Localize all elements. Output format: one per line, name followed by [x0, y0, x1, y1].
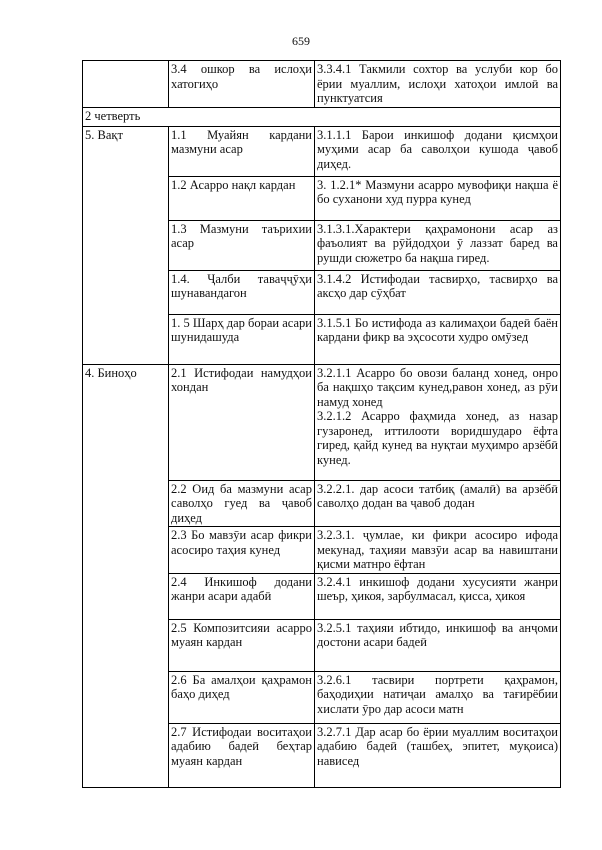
section-label-time: 5. Вақт [83, 126, 169, 364]
outcome-cell: 3.2.2.1. дар асоси татбиқ (амалӣ) ва арзёбӣ саволҳо додан ва ҷавоб додан [315, 480, 561, 527]
outcome-cell: 3.3.4.1 Такмили сохтор ва услуби кор бо ёрии муаллим, ислоҳи хатоҳои имлоӣ ва пунктуатсия [315, 61, 561, 108]
goal-cell: 1.4. Ҷалби таваҷҷӯҳи шунавандагон [169, 270, 315, 314]
table-row [83, 364, 561, 480]
goal-cell: 2.5 Композитсияи асарро муаян кардан [169, 619, 315, 671]
outcome-cell: 3.1.3.1.Характери қаҳрамонони асар аз фаъолият ва рӯйдодҳои ӯ лаззат баред ва рушди сюжетро ба нақша гиред. [315, 220, 561, 270]
page-number: 659 [292, 34, 310, 48]
goal-cell: 1.2 Асарро нақл кардан [169, 176, 315, 220]
goal-cell: 1.1 Муайян кардани мазмуни асар [169, 126, 315, 176]
section-label-building: 4. Биноҳо [83, 364, 169, 787]
outcome-cell: 3.1.4.2 Истифодаи тасвирҳо, тасвирҳо ва аксҳо дар сӯҳбат [315, 270, 561, 314]
outcome-cell: 3.1.5.1 Бо истифода аз калимаҳои бадеӣ баён кардани фикр ва эҳсосоти худро омӯзед [315, 314, 561, 364]
outcome-cell: 3.2.4.1 инкишоф додани хусусияти жанри шеър, ҳикоя, зарбулмасал, қисса, ҳикоя [315, 573, 561, 619]
curriculum-table [82, 60, 561, 788]
goal-cell: 2.2 Оид ба мазмуни асар саволҳо гуед ва ҷавоб диҳед [169, 480, 315, 527]
outcome-cell: 3.2.3.1. ҷумлае, ки фикри асосиро ифода мекунад, таҳияи мавзӯи асар ва навиштани қисми матнро ёфтан [315, 527, 561, 574]
outcome-paragraph: 3.2.1.2 Асарро фаҳмида хонед, аз назар гузаронед, иттилооти воридшударо ёфта гиред, қайд кунед ва нуқтаи муҳимро арзёбӣ кунед. [317, 409, 558, 467]
goal-cell: 2.1 Истифодаи намудҳои хондан [169, 364, 315, 480]
section-cell-empty [83, 61, 169, 108]
outcome-cell: 3. 1.2.1* Мазмуни асарро мувофиқи нақша ё бо суханони худ пурра кунед [315, 176, 561, 220]
goal-cell: 2.3 Бо мавзӯи асар фикри асосиро таҳия кунед [169, 527, 315, 574]
quarter-label: 2 четверть [83, 107, 561, 126]
outcome-cell: 3.2.5.1 таҳияи ибтидо, инкишоф ва анҷоми достони асари бадеӣ [315, 619, 561, 671]
outcome-cell: 3.2.7.1 Дар асар бо ёрии муаллим воситаҳои адабию бадеӣ (ташбеҳ, эпитет, муқоиса) нависед [315, 723, 561, 787]
table-row [83, 61, 561, 108]
goal-cell: 2.6 Ба амалҳои қаҳрамон баҳо диҳед [169, 671, 315, 723]
goal-cell: 1. 5 Шарҳ дар бораи асари шунидашуда [169, 314, 315, 364]
outcome-cell: 3.2.6.1 тасвири портрети қаҳрамон, баҳодиҳии натиҷаи амалҳо ва тағирёбии хислати ӯро дар асоси матн [315, 671, 561, 723]
quarter-row [83, 107, 561, 126]
outcome-cell: 3.1.1.1 Барои инкишоф додани қисмҳои муҳими асар ба саволҳои кушода ҷавоб диҳед. [315, 126, 561, 176]
goal-cell: 2.4 Инкишоф додани жанри асари адабӣ [169, 573, 315, 619]
outcome-paragraph: 3.2.1.1 Асарро бо овози баланд хонед, онро ба нақшҳо тақсим кунед,равон хонед, аз рӯи намуд хонед [317, 365, 558, 409]
outcome-cell [315, 364, 561, 480]
goal-cell: 2.7 Истифодаи воситаҳои адабию бадеӣ беҳтар муаян кардан [169, 723, 315, 787]
goal-cell: 3.4 ошкор ва ислоҳи хатогиҳо [169, 61, 315, 108]
goal-cell: 1.3 Мазмуни таърихии асар [169, 220, 315, 270]
table-row [83, 126, 561, 176]
